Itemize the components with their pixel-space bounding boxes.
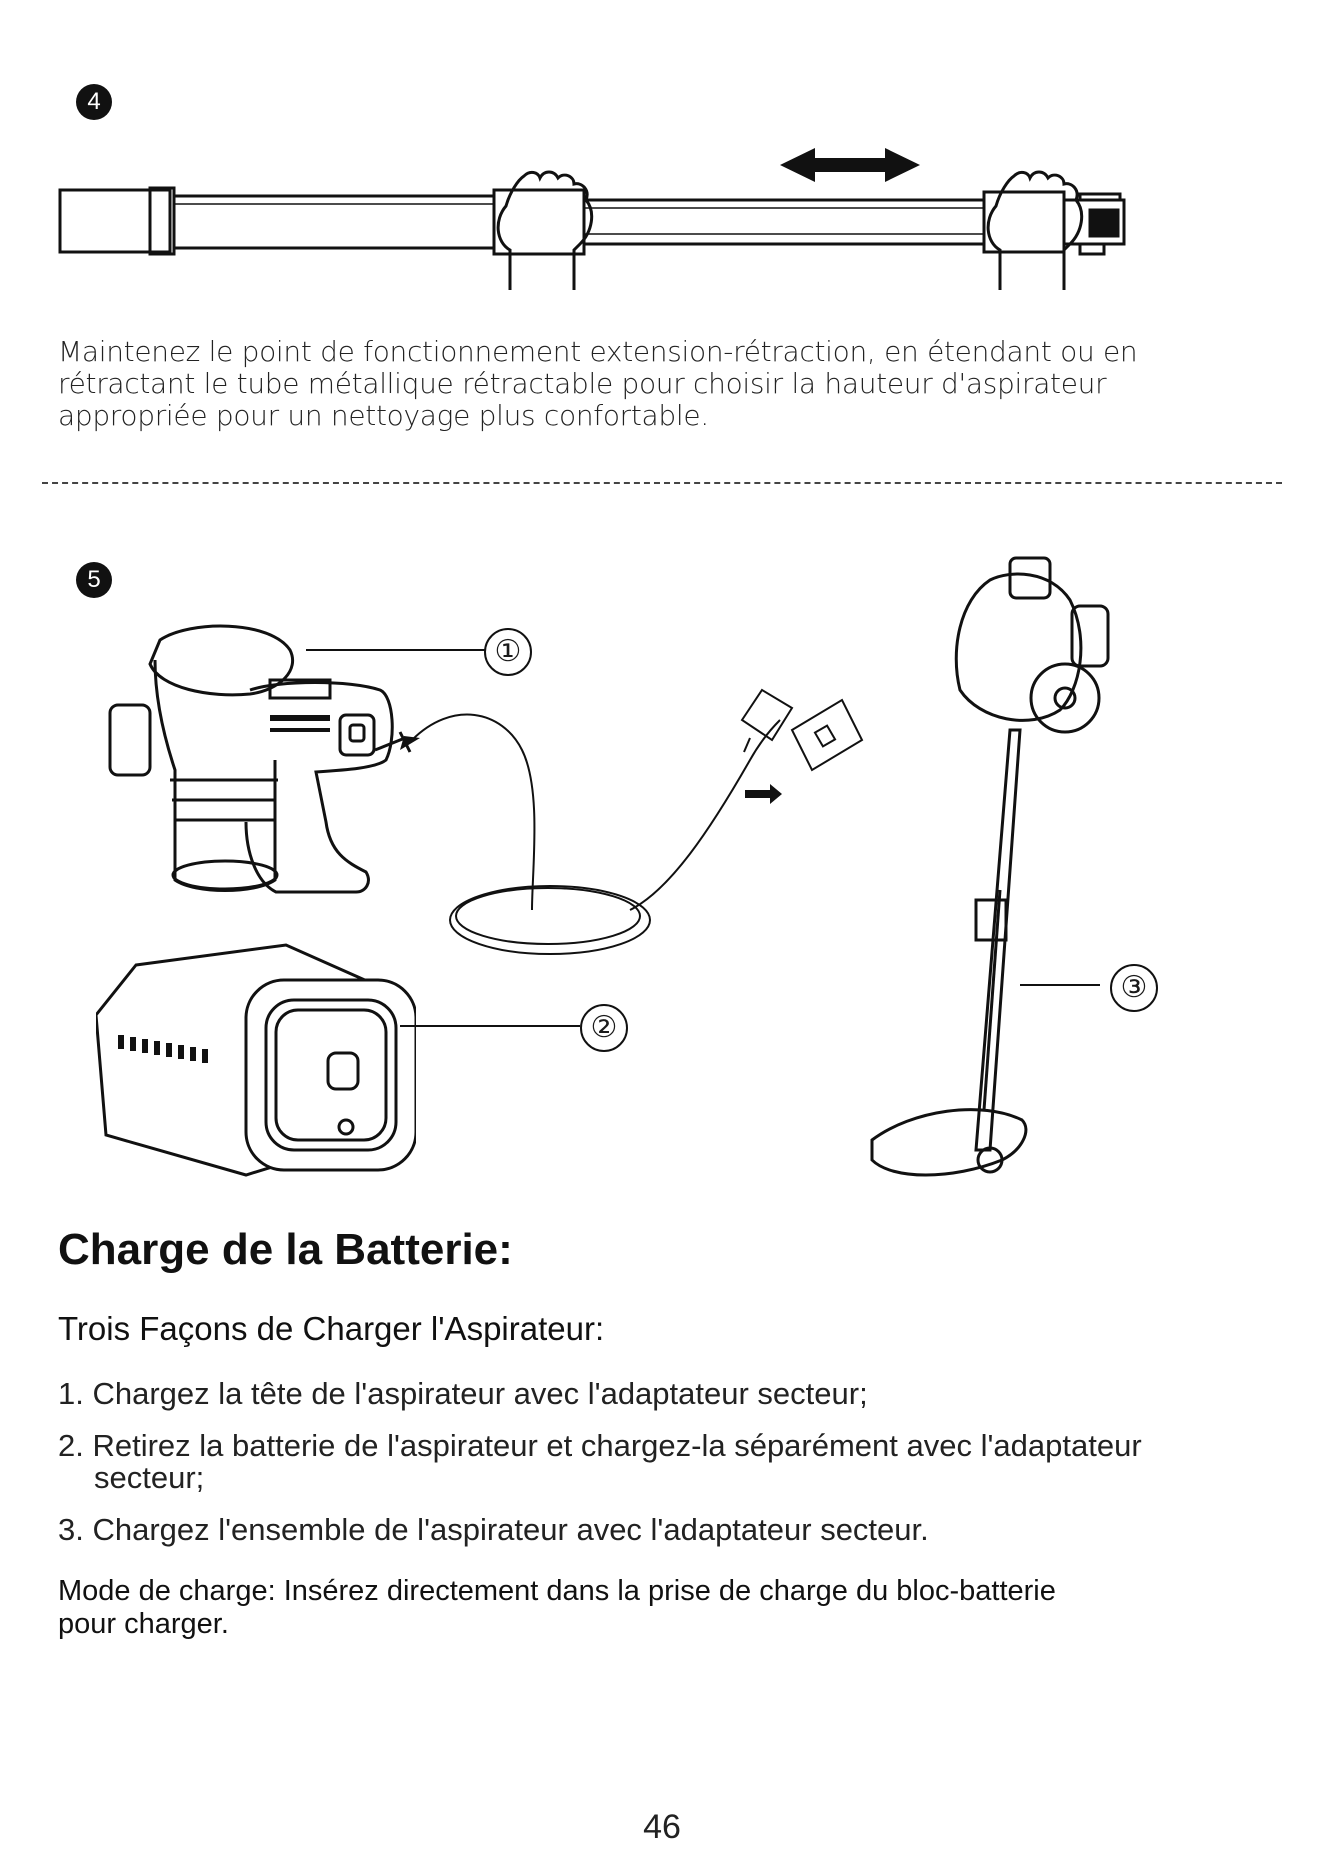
list-item <box>58 1514 1278 1546</box>
callout-3: ③ <box>1110 964 1158 1012</box>
callout-1: ① <box>484 628 532 676</box>
section-title: Charge de la Batterie: <box>58 1225 513 1274</box>
step-4-instructions: Maintenez le point de fonctionnement extension-rétraction, en étendant ou en rétractant le tube métallique rétractable pour choisir la hauteur d'aspirateur appropriée pour un nettoyage plus confortable. <box>58 335 1138 432</box>
step-4-badge: 4 <box>76 84 112 120</box>
section-divider <box>42 482 1282 484</box>
section-subtitle: Trois Façons de Charger l'Aspirateur: <box>58 1310 605 1347</box>
callout-lines <box>300 640 1160 1040</box>
list-item-text: 3. Chargez l'ensemble de l'aspirateur avec l'adaptateur secteur. <box>58 1512 929 1547</box>
list-item-text: 1. Chargez la tête de l'aspirateur avec l'adaptateur secteur; <box>58 1376 868 1411</box>
callout-2: ② <box>580 1004 628 1052</box>
step-5-badge: 5 <box>76 562 112 598</box>
list-item-text: 2. Retirez la batterie de l'aspirateur et chargez-la séparément avec l'adaptateur <box>58 1428 1142 1463</box>
page-number: 46 <box>643 1808 681 1846</box>
extension-tube-icon <box>40 140 1170 290</box>
list-item <box>58 1430 1278 1494</box>
list-item <box>58 1378 1278 1410</box>
charging-mode-note: Mode de charge: Insérez directement dans la prise de charge du bloc-batterie pour charger. <box>58 1575 1056 1640</box>
list-item-continuation: secteur; <box>94 1460 205 1495</box>
